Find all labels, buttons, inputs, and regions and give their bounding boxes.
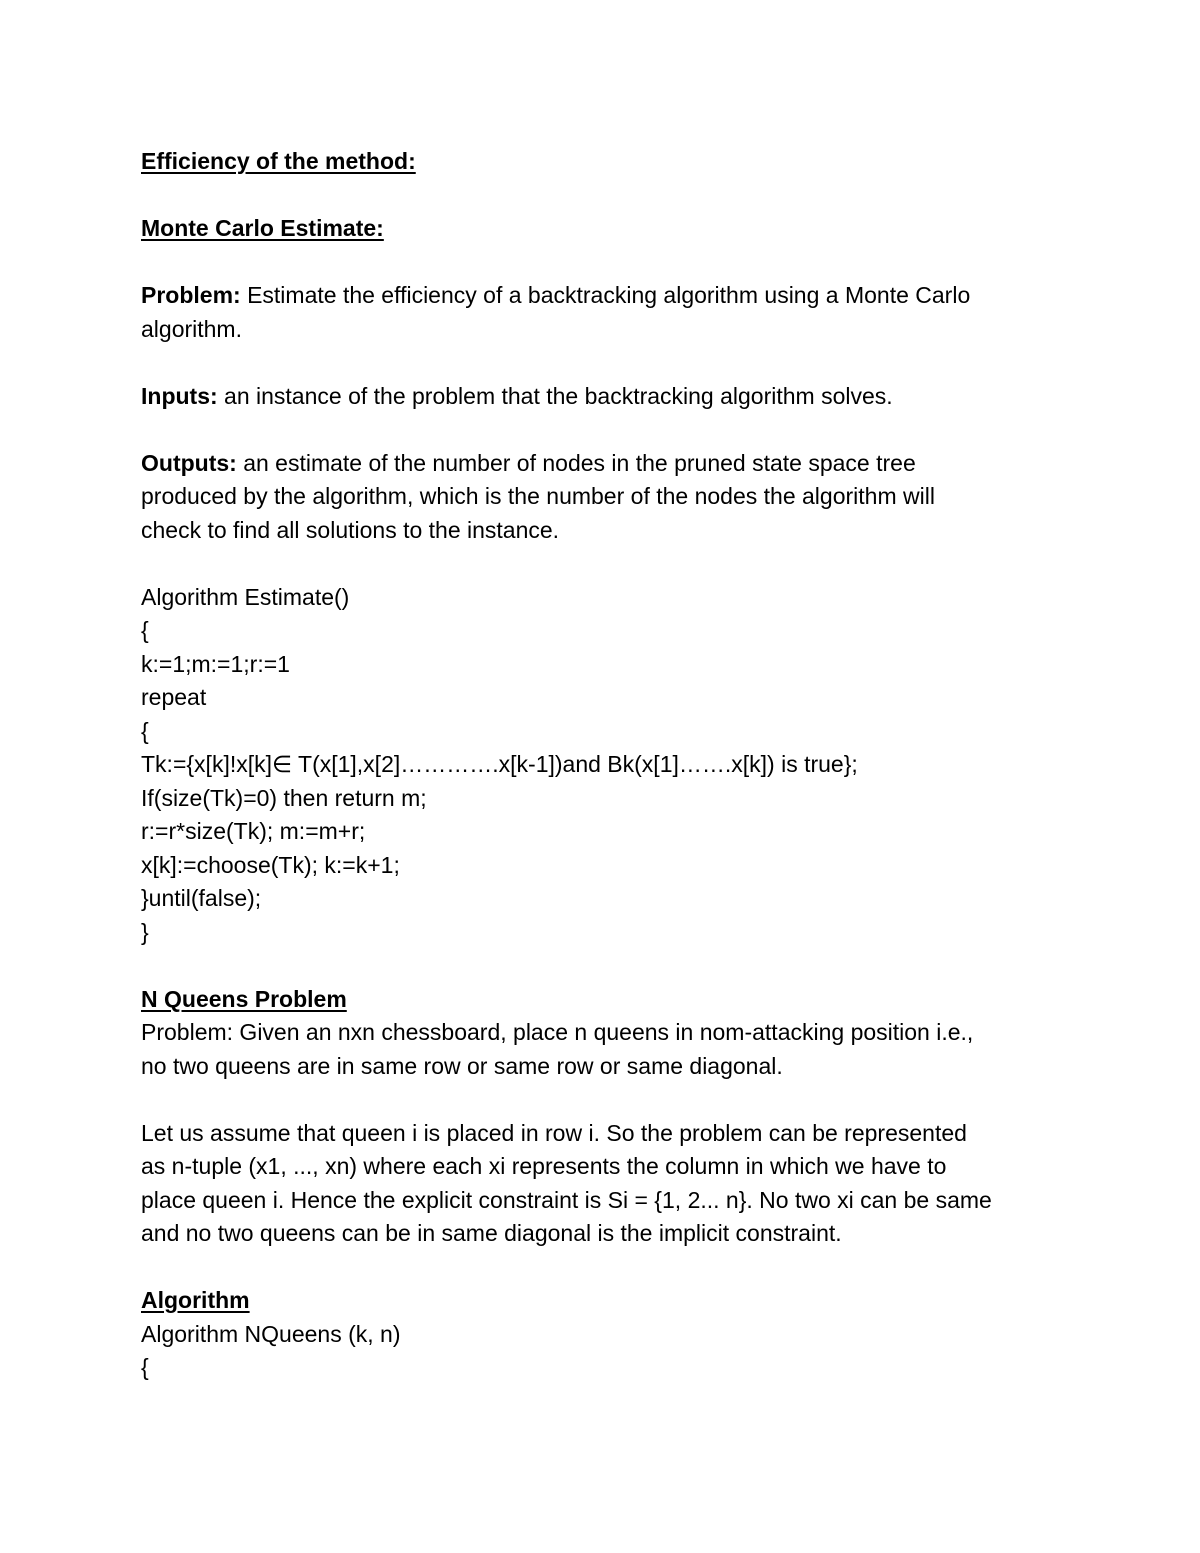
code-line: { [141,717,149,744]
outputs-line-2: produced by the algorithm, which is the number of the nodes the algorithm will [141,483,935,509]
problem-text-1: Estimate the efficiency of a backtracking algorithm using a Monte Carlo [240,282,971,308]
nqueens-problem-paragraph [141,1016,1071,1083]
code-line: Algorithm Estimate() [141,583,350,610]
inputs-label: Inputs: [141,382,218,409]
nqueens-algorithm-line-2: { [141,1354,149,1380]
code-line: x[k]:=choose(Tk); k:=k+1; [141,851,400,878]
code-line: } [141,918,149,945]
document-page [141,145,1071,1385]
spacer [141,179,1071,213]
nqueens-problem-line-1: Problem: Given an nxn chessboard, place n queens in nom-attacking position i.e., [141,1019,974,1045]
problem-line-1 [141,279,1071,313]
problem-line-2: algorithm. [141,315,242,342]
code-line: r:=r*size(Tk); m:=m+r; [141,818,366,844]
nqueens-para-line-1: Let us assume that queen i is placed in row i. So the problem can be represented [141,1119,967,1146]
section-heading-algorithm: Algorithm [141,1287,250,1313]
section-heading-efficiency: Efficiency of the method: [141,148,416,174]
outputs-label: Outputs: [141,449,237,476]
nqueens-para-line-3: place queen i. Hence the explicit constraint is Si = {1, 2... n}. No two xi can be same [141,1186,992,1213]
code-line: { [141,617,149,643]
problem-label: Problem: [141,282,241,308]
code-line: k:=1;m:=1;r:=1 [141,650,290,677]
nqueens-para-line-4: and no two queens can be in same diagonal is the implicit constraint. [141,1220,842,1246]
outputs-paragraph [141,447,1071,548]
code-line: Tk:={x[k]!x[k]∈ T(x[1],x[2]………….x[k-1])and Bk(x[1]…….x[k]) is true}; [141,751,858,777]
nqueens-para-line-2: as n-tuple (x1, ..., xn) where each xi represents the column in which we have to [141,1153,947,1179]
outputs-line-1 [141,447,1071,481]
nqueens-explanation-paragraph [141,1117,1071,1251]
spacer [141,246,1071,280]
spacer [141,547,1071,581]
estimate-algorithm-code [141,581,1071,950]
problem-paragraph [141,279,1071,346]
code-line: }until(false); [141,885,262,911]
section-heading-nqueens: N Queens Problem [141,985,347,1012]
section-heading-monte-carlo: Monte Carlo Estimate: [141,215,384,241]
spacer [141,346,1071,380]
spacer [141,1251,1071,1285]
nqueens-algorithm-line-1: Algorithm NQueens (k, n) [141,1320,401,1347]
spacer [141,1083,1071,1117]
spacer [141,949,1071,983]
nqueens-problem-line-2: no two queens are in same row or same row or same diagonal. [141,1052,783,1079]
outputs-text-1: an estimate of the number of nodes in the pruned state space tree [236,449,916,476]
code-line: If(size(Tk)=0) then return m; [141,784,427,811]
spacer [141,413,1071,447]
outputs-line-3: check to find all solutions to the instance. [141,516,560,543]
inputs-text: an instance of the problem that the backtracking algorithm solves. [217,382,893,409]
code-line: repeat [141,684,207,710]
inputs-line [141,380,1071,414]
